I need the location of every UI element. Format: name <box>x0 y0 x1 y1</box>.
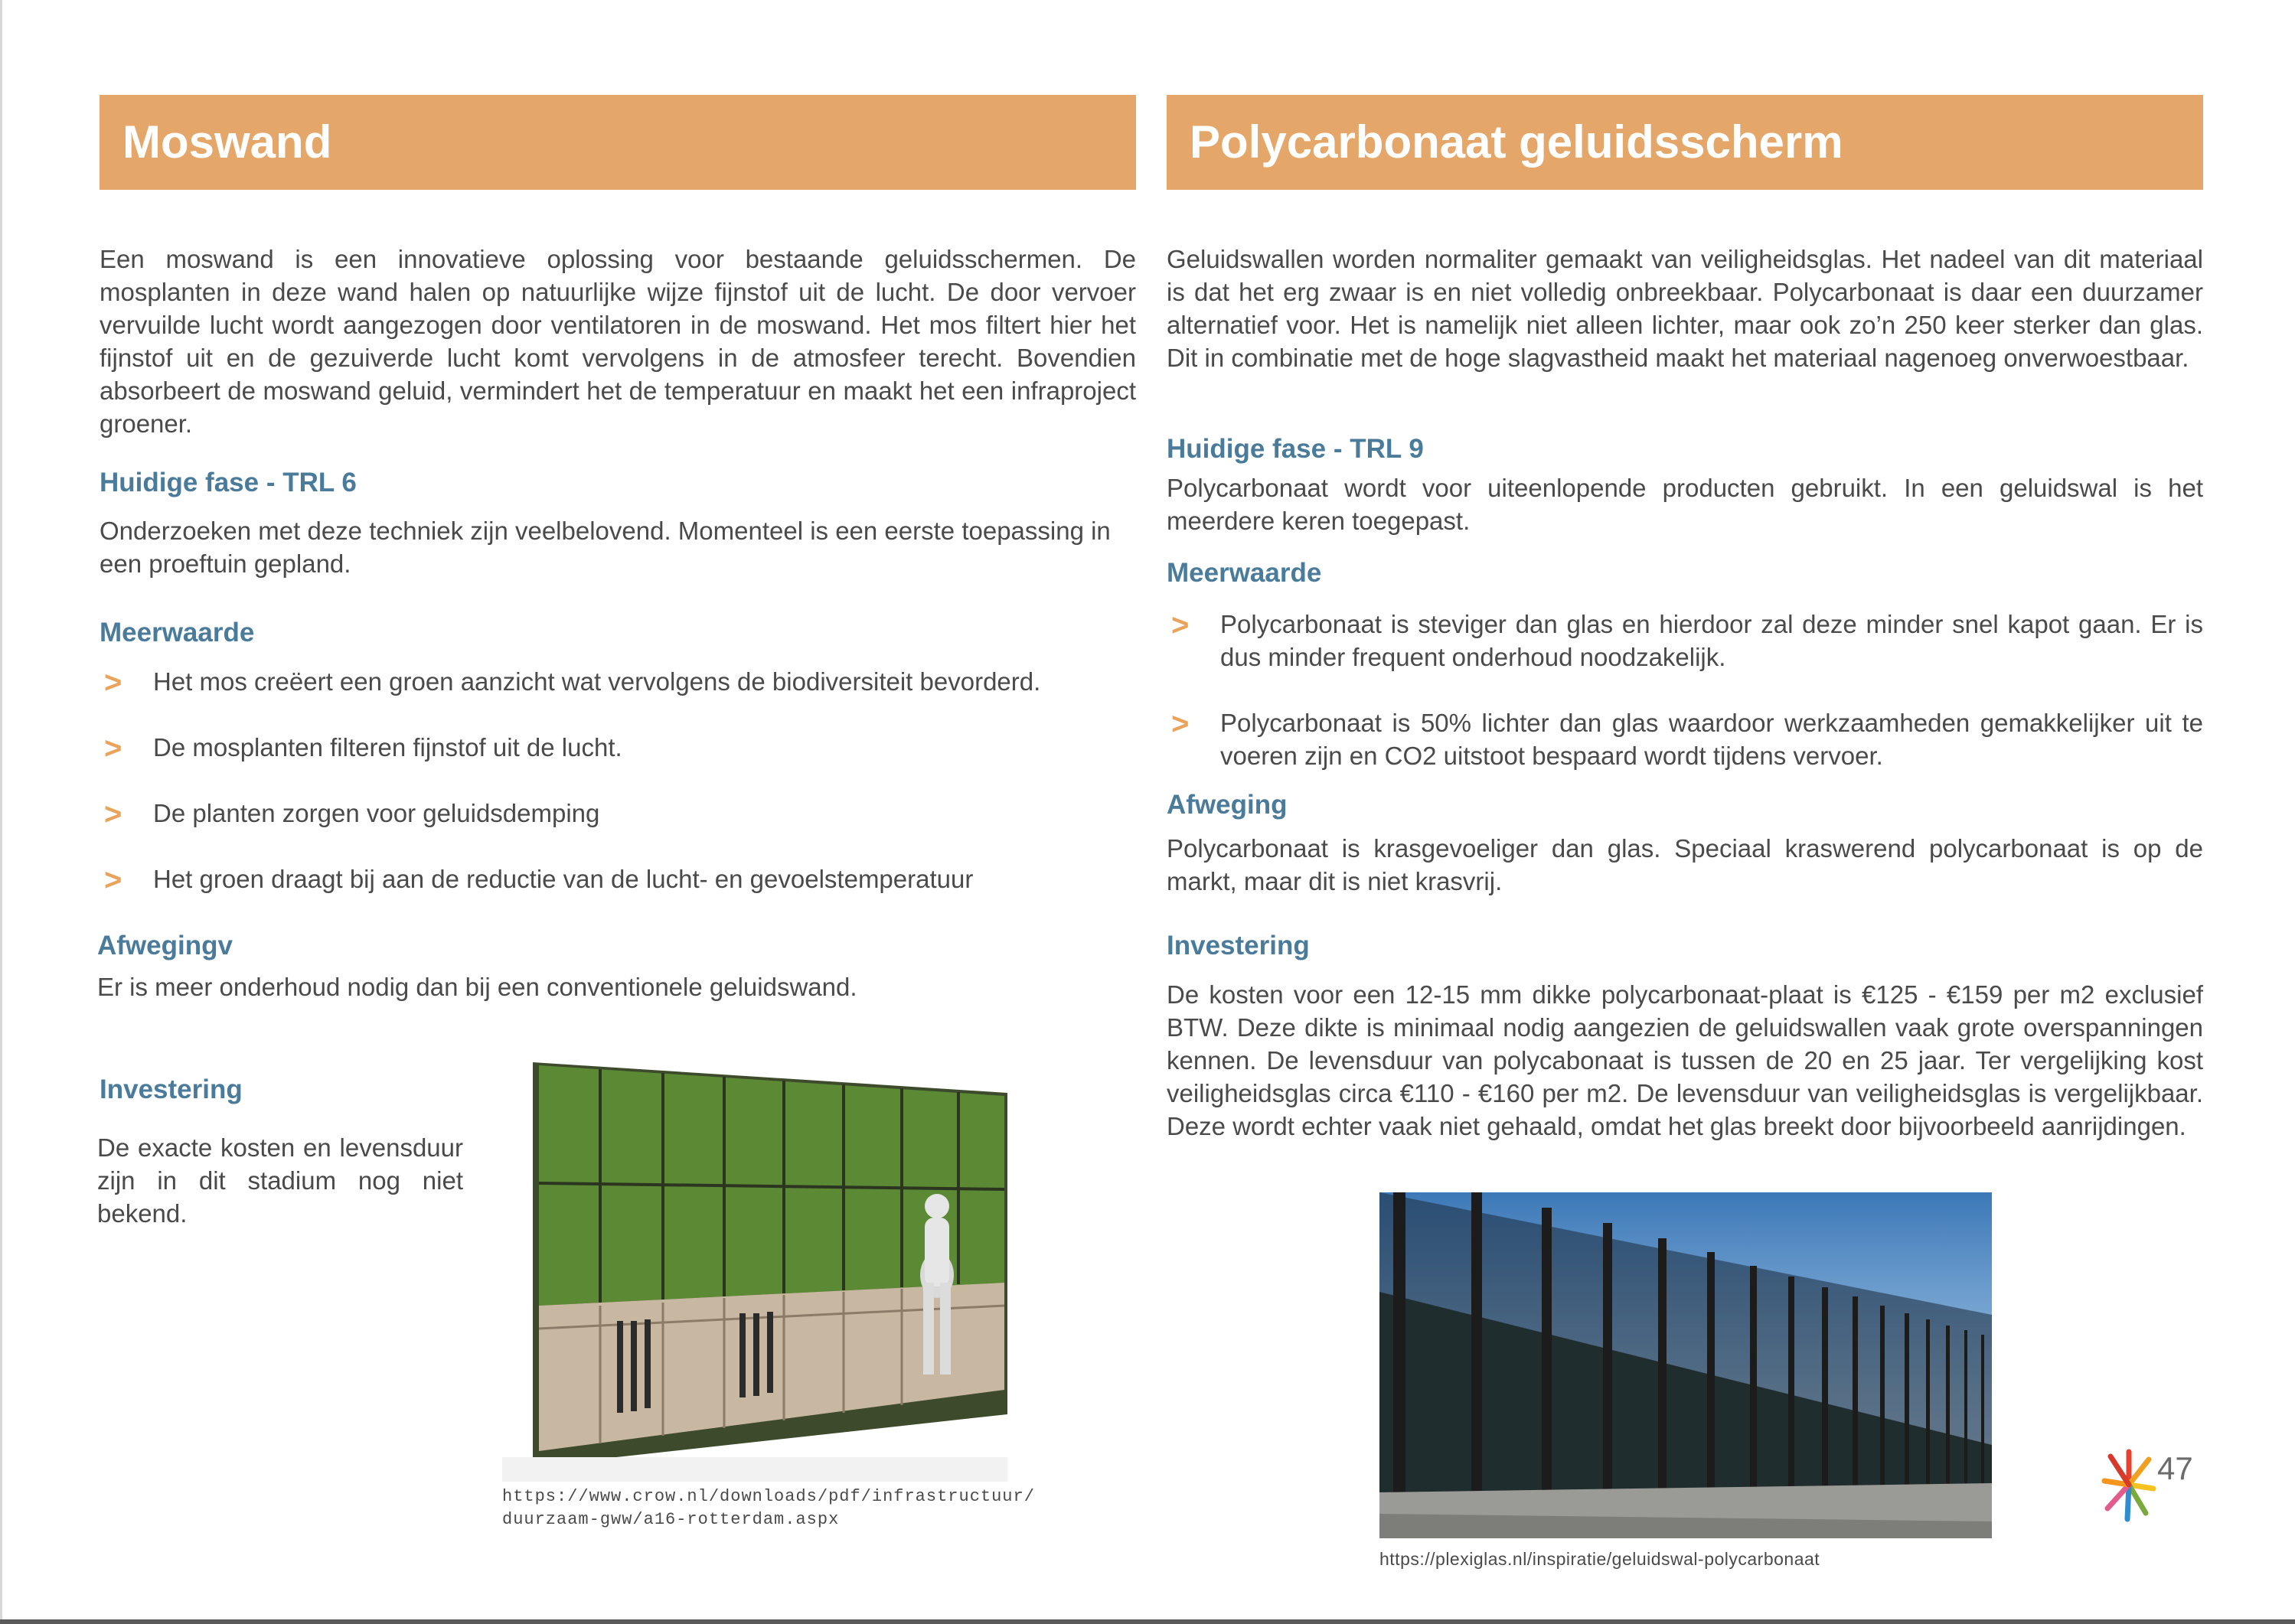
moss-wall-image <box>502 1053 1007 1482</box>
moswand-intro: Een moswand is een innovatieve oplossing voor bestaande geluidsschermen. De mosplanten in deze wand halen op natuurlijke wijze fijnstof uit de lucht. De door vervoer vervuilde lucht wordt aangezogen door ventilatoren in de moswand. Het mos filtert hier het fijnstof uit en de gezuiverde lucht komt vervolgens in de atmosfeer terecht. Bovendien absorbeert de moswand geluid, vermindert het de temperatuur en maakt het een infraproject groener. <box>100 245 1136 438</box>
chevron-right-icon: > <box>104 732 122 765</box>
section-title-polycarbonaat: Polycarbonaat geluidsscherm <box>1167 95 2203 190</box>
starburst-logo-icon <box>2101 1443 2156 1527</box>
page-number: 47 <box>2157 1450 2193 1486</box>
list-item: > Het groen draagt bij aan de reductie van de lucht- en gevoelstemperatuur <box>104 863 974 897</box>
moswand-investering-heading: Investering <box>100 1075 243 1104</box>
noise-barrier-photo <box>1379 1192 1992 1538</box>
page-bottom-edge <box>0 1619 2295 1624</box>
moswand-afweging-text: Er is meer onderhoud nodig dan bij een conventionele geluidswand. <box>97 973 857 1001</box>
moswand-investering-text: De exacte kosten en levensduur zijn in dit stadium nog niet bekend. <box>97 1133 463 1228</box>
moswand-meerwaarde-list <box>100 665 1136 895</box>
chevron-right-icon: > <box>104 666 122 699</box>
polycarbonaat-afweging-text: Polycarbonaat is krasgevoeliger dan glas. Speciaal kraswerend polycarbonaat is op de markt, maar dit is niet krasvrij. <box>1167 834 2203 895</box>
polycarbonaat-investering-heading: Investering <box>1167 931 1310 960</box>
moswand-fase-heading: Huidige fase - TRL 6 <box>100 468 357 497</box>
left-column <box>97 95 1136 1529</box>
polycarbonaat-afweging-heading: Afweging <box>1167 790 1288 820</box>
chevron-right-icon: > <box>104 863 122 897</box>
polycarbonaat-intro: Geluidswallen worden normaliter gemaakt van veiligheidsglas. Het nadeel van dit materiaal is dat het erg zwaar is en niet volledig onbreekbaar. Polycarbonaat is daar een duurzamer alternatief voor. Het is namelijk niet alleen lichter, maar ook zo’n 250 keer sterker dan glas. Dit in combinatie met de hoge slagvastheid maakt het materiaal nagenoeg onverwoestbaar. <box>1167 245 2203 372</box>
moswand-afweging-heading: Afwegingv <box>97 931 233 960</box>
polycarbonaat-investering-text: De kosten voor een 12-15 mm dikke polycarbonaat-plaat is €125 - €159 per m2 exclusief BTW. Deze dikte is minimaal nodig aangezien de geluidswallen vaak grote overspanningen kennen. De levensduur van polycabonaat is tussen de 20 en 25 jaar. Ter vergelijking kost veiligheidsglas circa €110 - €160 per m2. De levensduur van veiligheidsglas is vergelijkbaar. Deze wordt echter vaak niet gehaald, omdat het glas breekt door bijvoorbeeld aanrijdingen. <box>1167 980 2203 1140</box>
chevron-right-icon: > <box>104 797 122 831</box>
list-item: > Het mos creëert een groen aanzicht wat vervolgens de biodiversiteit bevorderd. <box>104 666 1041 699</box>
list-item: > De mosplanten filteren fijnstof uit de lucht. <box>104 732 622 765</box>
list-item: > De planten zorgen voor geluidsdemping <box>104 797 600 831</box>
moswand-meerwaarde-heading: Meerwaarde <box>100 618 255 647</box>
section-title-moswand: Moswand <box>100 95 1136 190</box>
moswand-image-caption: https://www.crow.nl/downloads/pdf/infrastructuur/ duurzaam-gww/a16-rotterdam.aspx <box>502 1487 1035 1529</box>
polycarbonaat-fase-heading: Huidige fase - TRL 9 <box>1167 434 1424 464</box>
list-item: > Polycarbonaat is steviger dan glas en hierdoor zal deze minder snel kapot gaan. Er is dus minder frequent onderhoud noodzakelijk. <box>1171 608 2203 671</box>
polycarbonaat-meerwaarde-heading: Meerwaarde <box>1167 558 1322 588</box>
polycarbonaat-image-caption: https://plexiglas.nl/inspiratie/geluidswal-polycarbonaat <box>1379 1549 1820 1569</box>
polycarbonaat-fase-text: Polycarbonaat wordt voor uiteenlopende producten gebruikt. In een geluidswal is het meerdere keren toegepast. <box>1167 474 2203 535</box>
page-edge <box>0 0 2 1624</box>
moswand-fase-text: Onderzoeken met deze techniek zijn veelbelovend. Momenteel is een eerste toepassing in een proeftuin gepland. <box>100 517 1111 578</box>
polycarbonaat-meerwaarde-list <box>1167 608 2203 772</box>
chevron-right-icon: > <box>1171 707 1190 741</box>
list-item: > Polycarbonaat is 50% lichter dan glas waardoor werkzaamheden gemakkelijker uit te voeren zijn en CO2 uitstoot bespaard wordt tijdens vervoer. <box>1171 707 2203 770</box>
chevron-right-icon: > <box>1171 608 1190 642</box>
